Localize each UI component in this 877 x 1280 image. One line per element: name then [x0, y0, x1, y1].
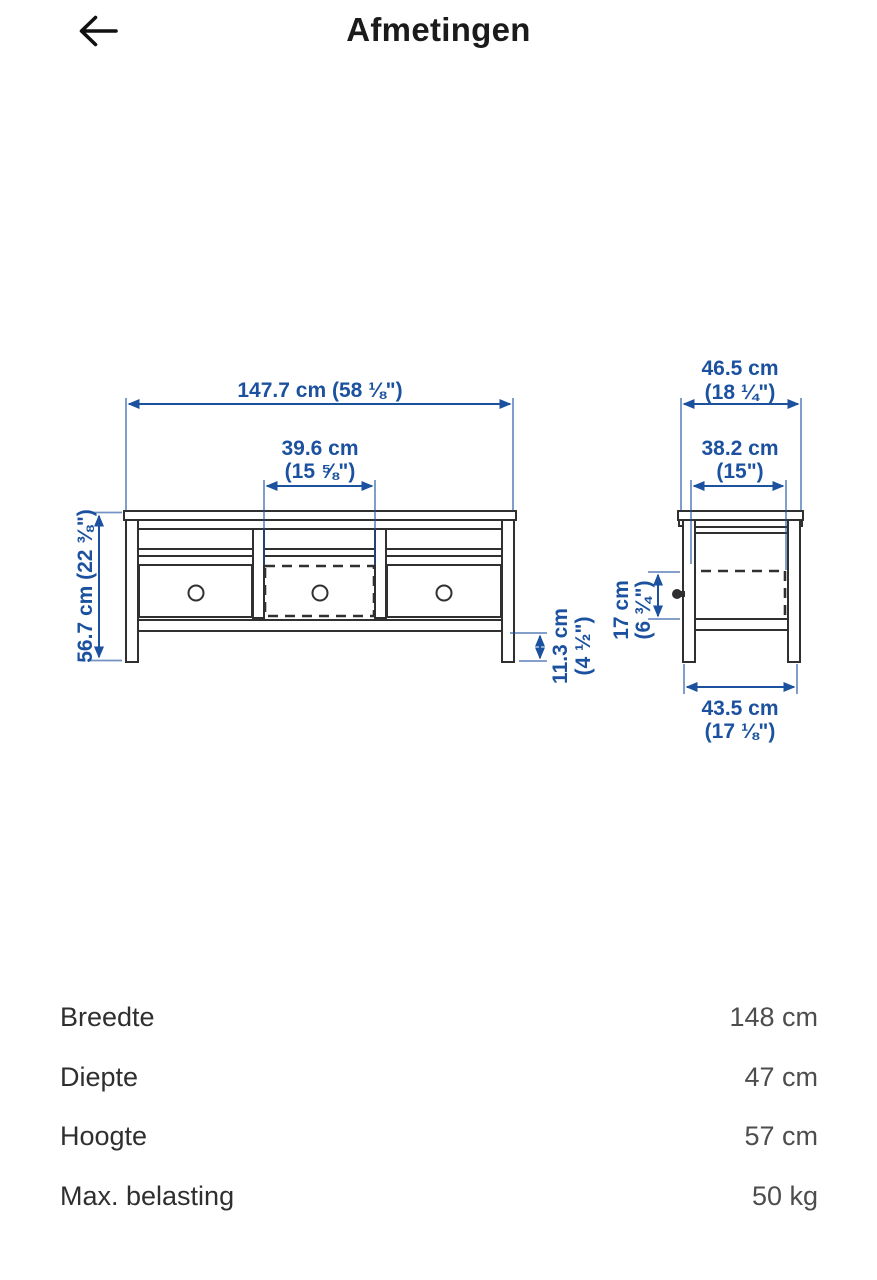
spec-label: Max. belasting — [60, 1180, 235, 1211]
front-height-label: 56.7 cm (22 ⅜") — [74, 509, 97, 663]
front-top-panel — [124, 511, 516, 520]
spec-label: Hoogte — [60, 1121, 148, 1152]
front-drawer-width-dimension — [264, 437, 375, 565]
front-bottom-rail — [138, 620, 502, 631]
dimensions-diagram — [0, 340, 877, 760]
spec-value: 57 cm — [744, 1121, 818, 1152]
spec-value: 50 kg — [751, 1180, 818, 1211]
spec-row-max-belasting — [60, 1167, 818, 1227]
side-base-depth-dimension — [684, 664, 797, 743]
front-left-divider — [253, 529, 264, 618]
side-back-leg — [788, 520, 800, 662]
drawer-width-label-2: (15 ⅝") — [284, 460, 356, 483]
side-top-panel — [678, 511, 803, 520]
side-bottom-rail — [695, 619, 788, 630]
side-depth-dimension — [681, 357, 801, 510]
drawer-height-label-2: (6 ¾") — [632, 580, 655, 640]
front-right-drawer — [387, 565, 501, 617]
drawer-height-label-1: 17 cm — [610, 580, 633, 640]
front-left-leg — [126, 520, 138, 662]
front-right-leg — [502, 520, 514, 662]
front-middle-drawer-dashed — [265, 566, 374, 616]
header — [0, 0, 877, 70]
side-depth-label-1: 46.5 cm — [701, 357, 779, 380]
side-top-depth-label-1: 38.2 cm — [701, 437, 779, 460]
leg-height-label-2: (4 ½") — [572, 616, 595, 676]
drawer-width-label-1: 39.6 cm — [281, 437, 359, 460]
spec-value: 148 cm — [729, 1002, 818, 1033]
spec-label: Diepte — [60, 1061, 139, 1092]
side-drawer-height-dimension — [610, 572, 680, 640]
front-right-divider — [375, 529, 386, 618]
side-depth-label-2: (18 ¼") — [704, 381, 776, 404]
front-view — [124, 511, 516, 662]
spec-row-diepte — [60, 1048, 818, 1108]
leg-height-label-1: 11.3 cm — [549, 608, 572, 684]
spec-row-hoogte — [60, 1107, 818, 1167]
front-width-label: 147.7 cm (58 ⅛") — [237, 379, 403, 402]
side-top-depth-label-2: (15") — [716, 460, 764, 483]
spec-value: 47 cm — [744, 1061, 818, 1092]
front-leg-height-dimension — [510, 608, 595, 684]
spec-list — [60, 988, 818, 1226]
front-left-drawer — [139, 565, 252, 617]
side-top-depth-dimension — [691, 437, 786, 570]
spec-row-breedte — [60, 988, 818, 1048]
front-height-dimension — [74, 509, 122, 663]
page-title: Afmetingen — [346, 11, 531, 48]
spec-label: Breedte — [60, 1002, 155, 1033]
base-depth-label-1: 43.5 cm — [701, 697, 779, 720]
base-depth-label-2: (17 ⅛") — [704, 720, 776, 743]
side-knob — [672, 589, 682, 599]
